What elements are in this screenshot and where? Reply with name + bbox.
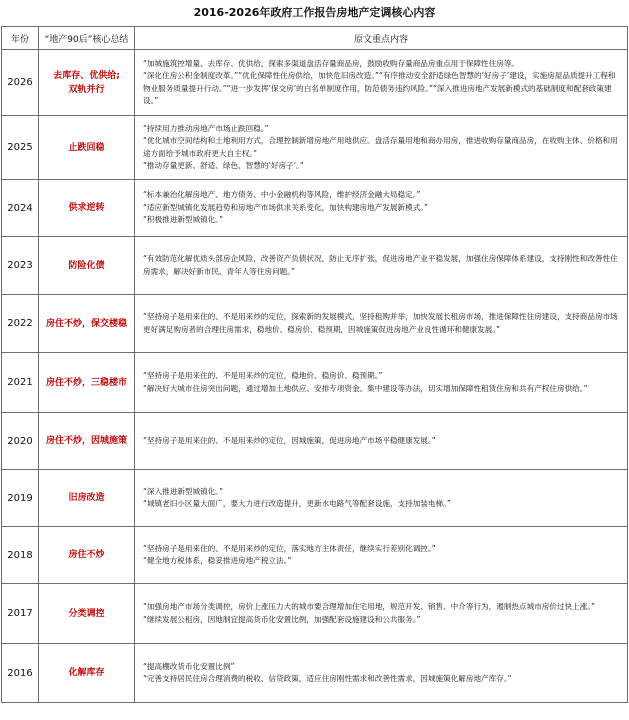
row-year: 2024 [2,180,39,237]
row-theme: 房住不炒 [39,527,135,584]
row-content [135,527,628,584]
content-line: “坚持房子是用来住的、不是用来炒的定位，落实地方主体责任，继续实行差别化调控。” [143,543,436,553]
header-content: 原文重点内容 [135,27,628,50]
row-year: 2018 [2,527,39,584]
content-line: “坚持房子是用来住的、不是用来炒的定位，稳地价、稳房价、稳预期。” [143,371,383,380]
content-line: “健全地方税体系，稳妥推进房地产税立法。” [143,556,292,565]
row-year: 2016 [2,644,39,703]
content-line: “加城施筑控增量、去库存、优供给，探索多渠道盘活存量商品房，鼓励收购存量商品房重点用于保障性住房等。 [143,58,520,68]
row-theme: 房住不炒，因城施策 [39,413,135,470]
table-row [2,470,628,527]
header-row [2,27,628,50]
row-theme: 去库存、优供给; 双轨并行 [39,50,135,116]
header-year: 年份 [2,27,39,50]
row-content [135,295,628,353]
content-line: “积极推进新型城镇化。” [143,215,224,225]
content-line: “持续用力推动房地产市场止跌回稳。” [143,123,269,133]
content-line: “深化住房公积金制度改革。”“优化保障性住房供给，加快危旧房改造。”“有序推动安全舒适绿色智慧的‘好房子’建设，实施房屋品质提升工程和物业服务质量提升行动。”“进一步发挥‘保交房’的白名单制度作用，防范债务违约风险。”“深入推进房地产发展新模式的基础制度和配套政策建设。” [143,71,616,105]
row-content [135,413,628,470]
row-year: 2026 [2,50,39,116]
row-year: 2023 [2,237,39,295]
content-line: “继续发展公租房，因地制宜提高货币化安置比例，加强配套设施建设和公共服务。” [143,614,421,624]
content-line: “加强房地产市场分类调控，房价上涨压力大的城市要合理增加住宅用地，规范开发、销售、中介等行为，遏制热点城市房价过快上涨。” [143,602,596,611]
table-row [2,644,628,703]
content-line: “推动存量更新、舒适、绿色、智慧的‘好房子’。” [143,161,304,170]
policy-table [1,26,628,703]
row-content [135,180,628,237]
table-row [2,50,628,116]
table-row [2,353,628,413]
row-theme: 供求逆转 [39,180,135,237]
table-row [2,527,628,584]
row-content [135,353,628,413]
row-theme: 化解库存 [39,644,135,703]
table-row [2,237,628,295]
row-year: 2017 [2,584,39,644]
row-content [135,470,628,527]
row-theme: 房住不炒，保交楼稳 [39,295,135,353]
content-line: “城镇老旧小区量大面广，要大力进行改造提升，更新水电路气等配套设施，支持加装电梯。” [143,499,451,508]
row-year: 2019 [2,470,39,527]
page-title: 2016-2026年政府工作报告房地产定调核心内容 [193,6,436,19]
table-row [2,116,628,180]
row-year: 2020 [2,413,39,470]
row-content [135,116,628,180]
row-year: 2022 [2,295,39,353]
row-theme: 房住不炒，三稳楼市 [39,353,135,413]
content-line: “有效防范化解优质头部房企风险，改善资产负债状况，防止无序扩张，促进房地产业平稳发展，加强住房保障体系建设，支持刚性和改善性住房需求，解决好新市民、青年人等住房问题。” [143,254,618,276]
row-year: 2025 [2,116,39,180]
table-row [2,295,628,353]
table-row [2,584,628,644]
row-year: 2021 [2,353,39,413]
content-line: “坚持房子是用来住的、不是用来炒的定位，因城施策，促进房地产市场平稳健康发展。” [143,435,436,445]
row-theme: 分类调控 [39,584,135,644]
content-line: “适应新型城镇化发展趋势和房地产市场供求关系变化，加快构建房地产发展新模式。” [143,202,429,212]
row-content [135,237,628,295]
row-theme: 止跌回稳 [39,116,135,180]
table-row [2,413,628,470]
content-line: “提高棚改货币化安置比例” [143,661,235,671]
row-theme: 旧房改造 [39,470,135,527]
row-content [135,50,628,116]
header-theme: “地产90后”核心总结 [39,27,135,50]
content-line: “深入推进新型城镇化。” [143,486,224,496]
row-content [135,584,628,644]
content-line: “解决好大城市住房突出问题，通过增加土地供应、安排专项资金、集中建设等办法，切实增加保障性租赁住房和共有产权住房供给。” [143,383,588,393]
content-line: “优化城市空间结构和土地利用方式，合理控制新增房地产用地供应。盘活存量用地和商办用房，推进收购存量商品房，在收购主体、价格和用途方面给予城市政府更大自主权。” [143,136,618,158]
content-line: “完善支持居民住房合理消费的税收、信贷政策，适应住房刚性需求和改善性需求，因城施策化解房地产库存。” [143,674,512,683]
content-line: “标本兼治化解房地产、地方债务、中小金融机构等风险，维护经济金融大局稳定。” [143,190,421,200]
content-line: “坚持房子是用来住的、不是用来炒的定位，探索新的发展模式，坚持租购并举，加快发展长租房市场，推进保障性住房建设，支持商品房市场更好满足购房者的合理住房需求，稳地价、稳房价、稳预期，因城施策促进房地产业良性循环和健康发展。” [143,312,618,334]
table-row [2,180,628,237]
row-content [135,644,628,703]
row-theme: 防险化债 [39,237,135,295]
